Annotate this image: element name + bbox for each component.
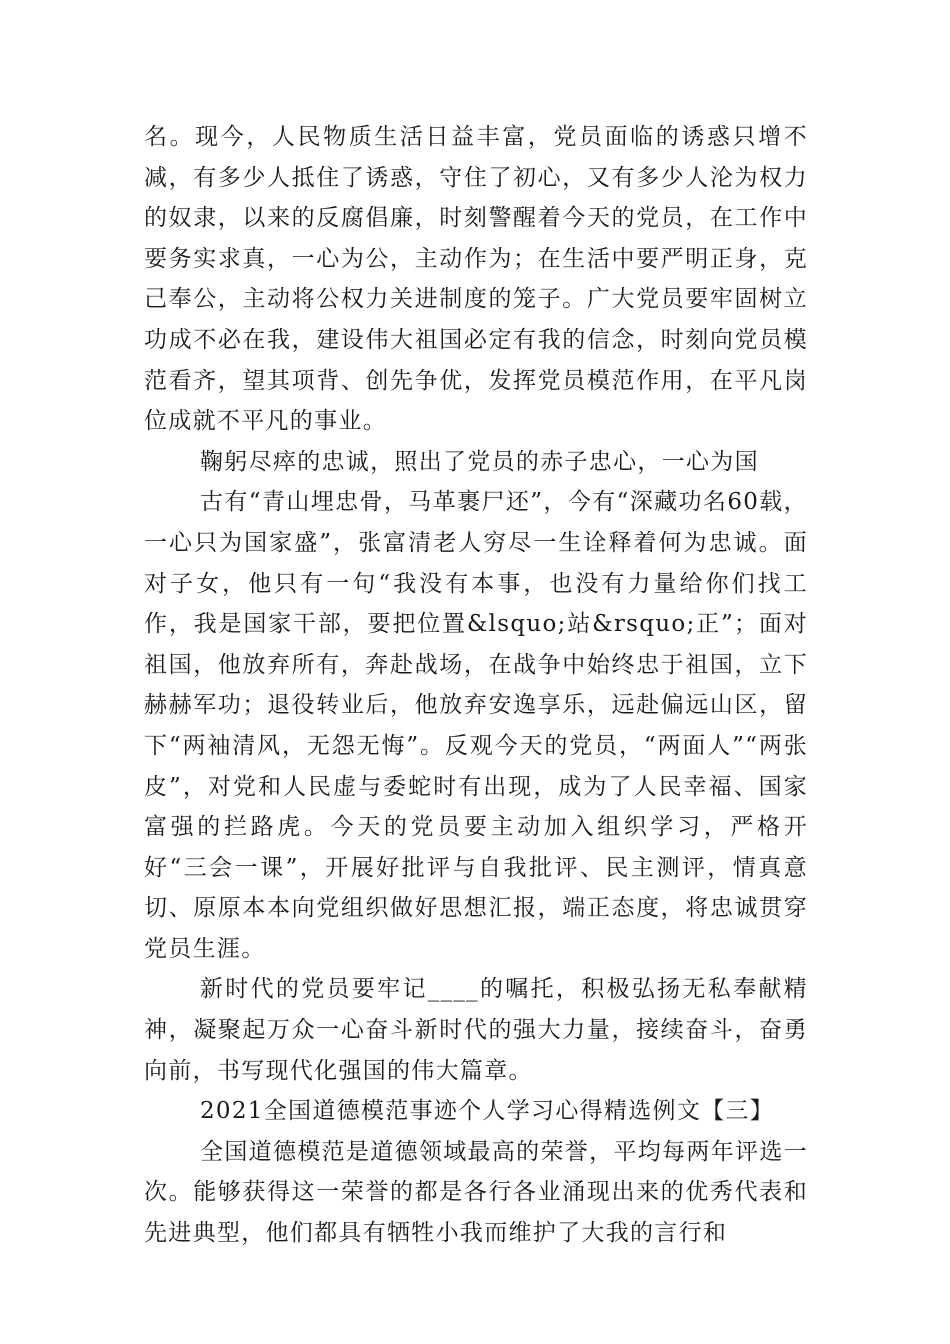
paragraph-zhang-fuqing: 古有“青山埋忠骨，马革裹尸还”，今有“深藏功名60载，一心只为国家盛”，张富清老人穷尽一生诠释着何为忠诚。面对子女，他只有一句“我没有本事，也没有力量给你们找工作，我是国家干部，要把位置&lsquo;站&rsquo;正”；面对祖国，他放弃所有，奔赴战场，在战争中始终忠于祖国，立下赫赫军功；退役转业后，他放弃安逸享乐，远赴偏远山区，留下“两袖清风，无怨无悔”。反观今天的党员，“两面人”“两张皮”，对党和人民虚与委蛇时有出现，成为了人民幸福、国家富强的拦路虎。今天的党员要主动加入组织学习，严格开好“三会一课”，开展好批评与自我批评、民主测评，情真意切、原原本本向党组织做好思想汇报，端正态度，将忠诚贯穿党员生涯。 — [144, 489, 808, 962]
paragraph-new-era-members: 新时代的党员要牢记____的嘱托，积极弘扬无私奉献精神，凝聚起万众一心奋斗新时代的强大力量，接续奋斗，奋勇向前，书写现代化强国的伟大篇章。 — [144, 976, 808, 1084]
paragraph-moral-models: 全国道德模范是道德领域最高的荣誉，平均每两年评选一次。能够获得这一荣誉的都是各行各业涌现出来的优秀代表和先进典型，他们都具有牺牲小我而维护了大我的言行和 — [144, 1138, 808, 1247]
paragraph-subheading-loyalty: 鞠躬尽瘁的忠诚，照出了党员的赤子忠心，一心为国 — [200, 448, 759, 475]
section-heading-example-three: 2021全国道德模范事迹个人学习心得精选例文【三】 — [200, 1098, 775, 1125]
document-body — [144, 117, 808, 1254]
paragraph-continuation: 名。现今，人民物质生活日益丰富，党员面临的诱惑只增不减，有多少人抵住了诱惑，守住了初心，又有多少人沦为权力的奴隶，以来的反腐倡廉，时刻警醒着今天的党员，在工作中要务实求真，一心为公，主动作为；在生活中要严明正身，克己奉公，主动将公权力关进制度的笼子。广大党员要牢固树立功成不必在我，建设伟大祖国必定有我的信念，时刻向党员模范看齐，望其项背、创先争优，发挥党员模范作用，在平凡岗位成就不平凡的事业。 — [144, 124, 808, 435]
